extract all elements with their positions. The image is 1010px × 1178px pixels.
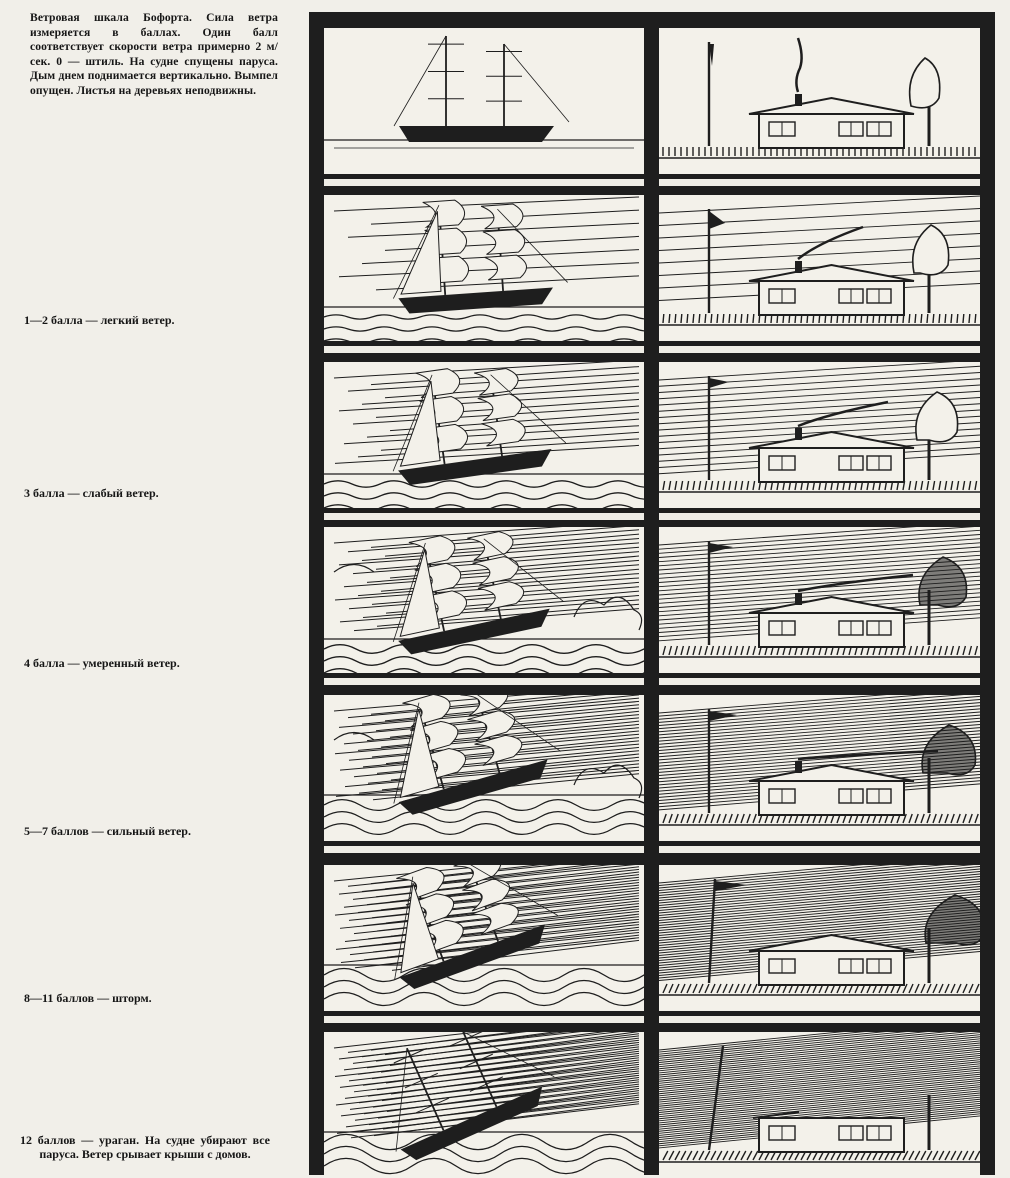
house-scene bbox=[659, 362, 980, 508]
ship-scene bbox=[324, 865, 644, 1006]
house-scene bbox=[659, 695, 980, 841]
panel-ship-5 bbox=[324, 865, 644, 1011]
house-scene bbox=[659, 1032, 980, 1178]
ship-scene bbox=[324, 527, 644, 673]
house-icon bbox=[749, 593, 914, 647]
tree-icon bbox=[910, 58, 940, 146]
caption-level-4: 4 балла — умеренный ветер. bbox=[24, 656, 180, 670]
panel-separator bbox=[659, 346, 980, 353]
panel-separator bbox=[324, 513, 644, 520]
intro-text: Ветровая шкала Бофорта. Сила ветра измеряется в баллах. Один балл соответствует скорости ветра примерно 2 м/сек. 0 — штиль. На судне спущены паруса. Дым днем поднимается вертикально. Вымпел опущен. Листья на деревьях неподвижны. bbox=[30, 11, 278, 97]
panel-separator bbox=[324, 678, 644, 685]
illustration-frame bbox=[309, 12, 995, 1175]
panel-separator bbox=[659, 179, 980, 186]
panel-separator bbox=[659, 1016, 980, 1023]
ship-scene bbox=[324, 195, 644, 341]
ship-scene bbox=[324, 1032, 644, 1174]
panel-separator bbox=[324, 346, 644, 353]
panel-ship-1 bbox=[324, 195, 644, 341]
panel-house-6 bbox=[659, 1032, 980, 1178]
panel-house-5 bbox=[659, 865, 980, 1011]
pennant-icon bbox=[709, 378, 729, 388]
panel-house-0 bbox=[659, 28, 980, 174]
caption-level-8-11: 8—11 баллов — шторм. bbox=[24, 991, 152, 1005]
panel-house-2 bbox=[659, 362, 980, 508]
smoke-icon bbox=[798, 575, 913, 591]
smoke-icon bbox=[796, 38, 801, 92]
panel-house-3 bbox=[659, 527, 980, 673]
house-scene bbox=[659, 527, 980, 673]
tree-icon bbox=[913, 225, 949, 313]
panel-separator bbox=[324, 179, 644, 186]
panel-separator bbox=[659, 513, 980, 520]
captions-column bbox=[0, 0, 300, 1175]
panel-house-1 bbox=[659, 195, 980, 341]
ship-scene bbox=[324, 695, 644, 834]
house-scene bbox=[659, 38, 980, 174]
panel-ship-2 bbox=[324, 362, 644, 508]
caption-level-1: 1—2 балла — легкий ветер. bbox=[24, 313, 175, 327]
house-scene bbox=[659, 196, 980, 341]
house-icon bbox=[753, 1112, 904, 1152]
panel-ship-0 bbox=[324, 28, 644, 174]
caption-level-12: 12 баллов — ураган. На судне убирают все паруса. Ветер срывает крыши с домов. bbox=[20, 1133, 270, 1161]
panel-ship-3 bbox=[324, 527, 644, 673]
panel-separator bbox=[324, 846, 644, 853]
ship-scene bbox=[324, 362, 644, 508]
panel-house-4 bbox=[659, 695, 980, 841]
pennant-icon bbox=[709, 211, 725, 229]
panel-separator bbox=[324, 1016, 644, 1023]
tree-icon bbox=[916, 392, 958, 480]
panel-separator bbox=[659, 846, 980, 853]
ship-icon bbox=[394, 36, 569, 142]
caption-level-3: 3 балла — слабый ветер. bbox=[24, 486, 159, 500]
tree-icon bbox=[919, 557, 967, 645]
pennant-icon bbox=[715, 881, 747, 891]
house-icon bbox=[749, 94, 914, 148]
panel-separator bbox=[659, 678, 980, 685]
caption-level-5-7: 5—7 баллов — сильный ветер. bbox=[24, 824, 191, 838]
house-scene bbox=[659, 865, 980, 1011]
ship-scene bbox=[324, 36, 644, 148]
panel-ship-6 bbox=[324, 1032, 644, 1178]
panel-ship-4 bbox=[324, 695, 644, 841]
house-icon bbox=[749, 428, 914, 482]
